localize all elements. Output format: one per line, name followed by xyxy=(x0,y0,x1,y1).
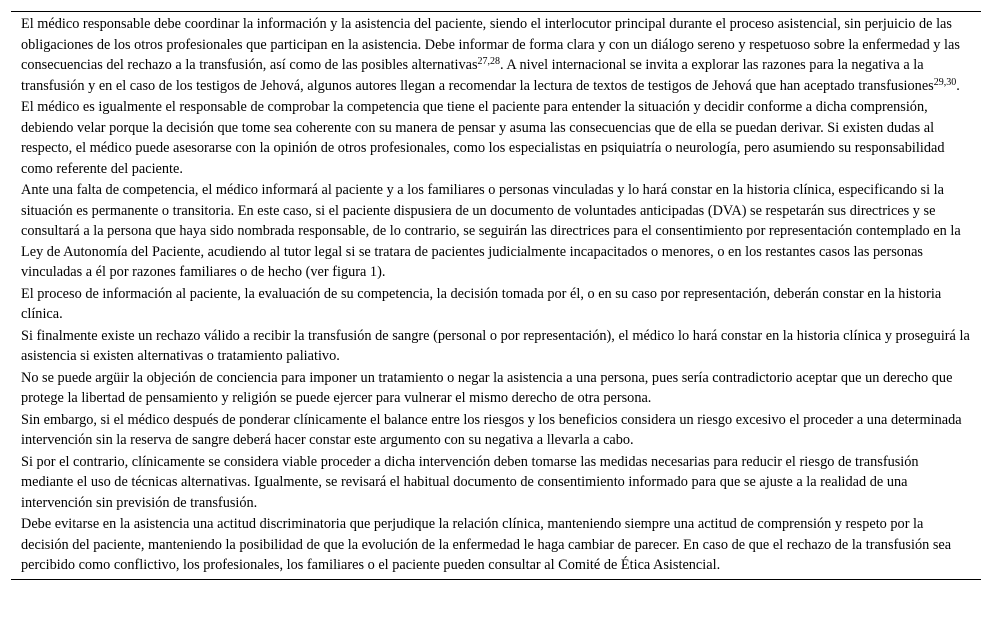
paragraph-3: Ante una falta de competencia, el médico informará al paciente y a los familiares o personas vinculadas y lo hará constar en la historia clínica, especificando si la situación es permanente o transitoria. En este caso, si el paciente dispusiera de un documento de voluntades anticipadas (DVA) se respetarán sus directrices y se consultará a la persona que haya sido nombrada responsable, de lo contrario, se seguirán las directrices para el consentimiento por representación contemplado en la Ley de Autonomía del Paciente, acudiendo al tutor legal si se tratara de pacientes judicialmente incapacitados o menores, o en los restantes casos las personas vinculadas a él por razones familiares o de hecho (ver figura 1). xyxy=(21,182,961,280)
paragraph-1 xyxy=(11,14,981,96)
paragraph-5: Si finalmente existe un rechazo válido a recibir la transfusión de sangre (personal o por representación), el médico lo hará constar en la historia clínica y proseguirá la asistencia si existen alternativas o tratamiento paliativo. xyxy=(21,327,970,364)
paragraph-7: Sin embargo, si el médico después de ponderar clínicamente el balance entre los riesgos y los beneficios considera un riesgo excesivo el proceder a una determinada intervención sin la reserva de sangre deberá hacer constar este argumento con su negativa a llevarla a cabo. xyxy=(21,411,962,448)
citation-29-30[interactable]: 29,30 xyxy=(933,76,957,88)
paragraph-1-text-a: El médico responsable debe coordinar la información y la asistencia del paciente, siendo el interlocutor principal durante el proceso asistencial, sin perjuicio de las obligaciones de los otros profesionales que participan en la asistencia. Debe informar de forma clara y con un diálogo sereno y respetuoso sobre la enfermedad y las consecuencias del rechazo a la transfusión, así como de las posibles alternativas xyxy=(21,16,960,73)
paragraph-6: No se puede argüir la objeción de conciencia para imponer un tratamiento o negar la asistencia a una persona, pues sería contradictorio aceptar que un derecho que protege la libertad de pensamiento y religión se puede ejercer para vulnerar el mismo derecho de otra persona. xyxy=(21,369,953,406)
paragraph-4: El proceso de información al paciente, la evaluación de su competencia, la decisión tomada por él, o en su caso por representación, deberán constar en la historia clínica. xyxy=(21,285,942,322)
paragraph-1-text-c: . xyxy=(956,77,960,94)
document-text-block xyxy=(11,11,981,580)
paragraph-9: Debe evitarse en la asistencia una actitud discriminatoria que perjudique la relación clínica, manteniendo siempre una actitud de comprensión y respeto por la decisión del paciente, manteniendo la posibilidad de que la evolución de la enfermedad le haga cambiar de parecer. En caso de que el rechazo de la transfusión sea percibido como conflictivo, los profesionales, los familiares o el paciente pueden consultar al Comité de Ética Asistencial. xyxy=(21,516,952,573)
paragraph-2: El médico es igualmente el responsable de comprobar la competencia que tiene el paciente para entender la situación y decidir conforme a dicha comprensión, debiendo velar porque la decisión que tome sea coherente con su manera de pensar y asuma las consecuencias que de ella se puedan derivar. Si existen dudas al respecto, el médico puede asesorarse con la opinión de otros profesionales, como los especialistas en psiquiatría o neurología, pero asumiendo su responsabilidad como referente del paciente. xyxy=(21,99,945,177)
paragraph-8: Si por el contrario, clínicamente se considera viable proceder a dicha intervención deben tomarse las medidas necesarias para reducir el riesgo de transfusión mediante el uso de técnicas alternativas. Igualmente, se revisará el habitual documento de consentimiento informado para que se ajuste a la realidad de una intervención sin previsión de transfusión. xyxy=(21,453,919,511)
paragraph-1-text-b: . A nivel internacional se invita a explorar las razones para la negativa a la transfusión y en el caso de los testigos de Jehová, algunos autores llegan a recomendar la lectura de textos de testigos de Jehová que han aceptado transfusiones xyxy=(21,57,934,94)
citation-27-28[interactable]: 27,28 xyxy=(477,56,501,67)
